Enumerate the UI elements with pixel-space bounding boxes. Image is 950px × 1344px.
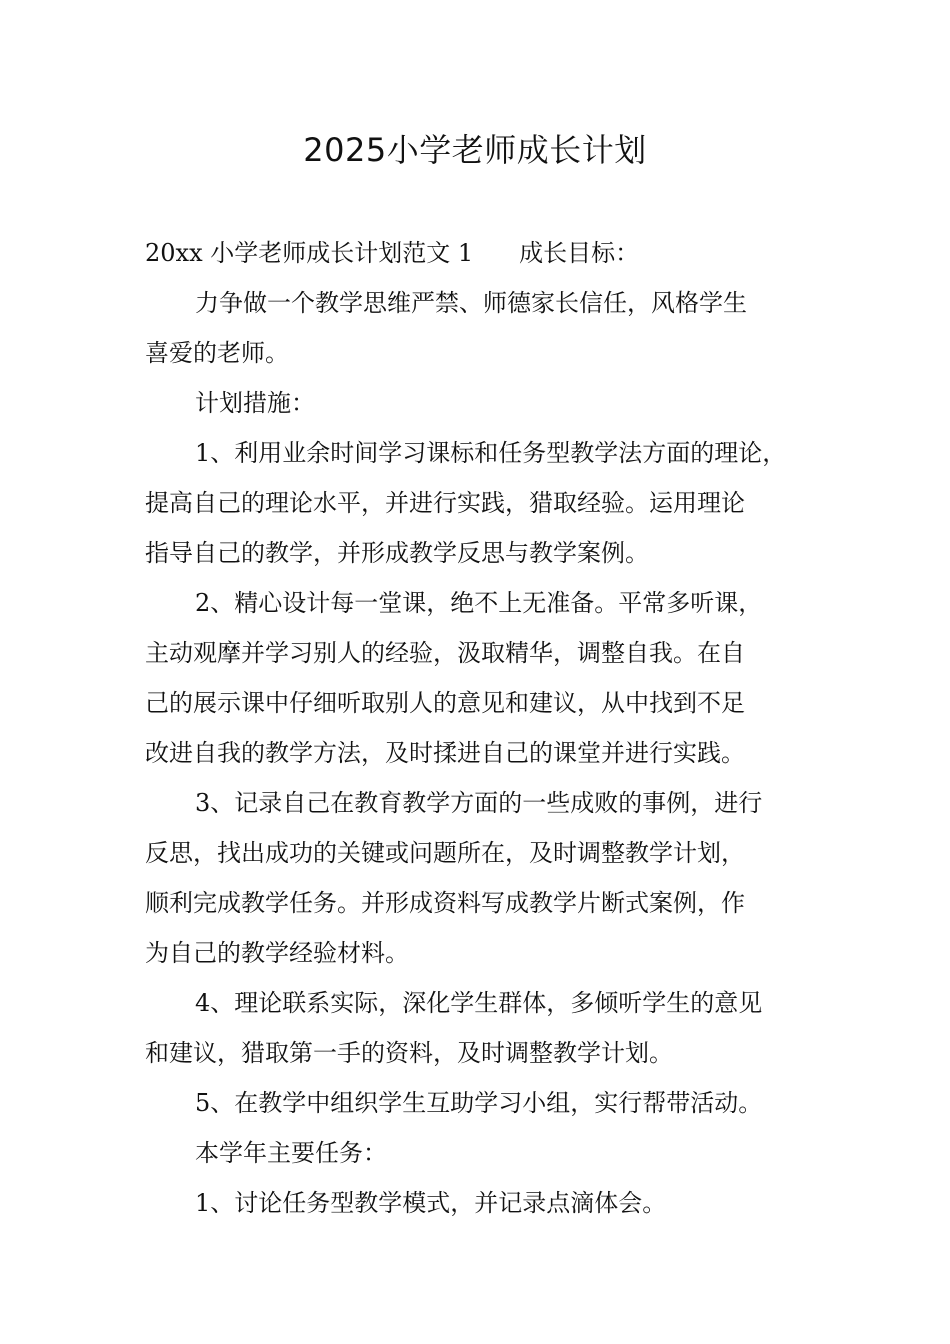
text-line: 计划措施：: [195, 389, 315, 417]
text-line: 和建议，猎取第一手的资料，及时调整教学计划。: [145, 1039, 673, 1067]
text-line: 主动观摩并学习别人的经验，汲取精华，调整自我。在自: [145, 639, 745, 667]
goal-label: 成长目标：: [519, 239, 640, 267]
text-line: 喜爱的老师。: [145, 339, 289, 367]
text-line: 力争做一个教学思维严禁、师德家长信任，风格学生: [195, 289, 747, 317]
document-body: [145, 228, 810, 1228]
text-line: 改进自我的教学方法，及时揉进自己的课堂并进行实践。: [145, 739, 745, 767]
document-title: 2025小学老师成长计划: [303, 131, 647, 169]
text-line: 指导自己的教学，并形成教学反思与教学案例。: [145, 539, 649, 567]
text-line: 3、记录自己在教育教学方面的一些成败的事例，进行: [195, 789, 763, 817]
text-line: 顺利完成教学任务。并形成资料写成教学片断式案例，作: [145, 889, 745, 917]
text-line: 1、讨论任务型教学模式，并记录点滴体会。: [195, 1189, 667, 1217]
text-line: 2、精心设计每一堂课，绝不上无准备。平常多听课，: [195, 589, 763, 617]
text-line: 反思，找出成功的关键或问题所在，及时调整教学计划，: [145, 839, 745, 867]
text-line: 提高自己的理论水平，并进行实践，猎取经验。运用理论: [145, 489, 745, 517]
text-line: 己的展示课中仔细听取别人的意见和建议，从中找到不足: [145, 689, 745, 717]
text-line: 本学年主要任务：: [195, 1139, 387, 1167]
paragraph-lines: [145, 278, 810, 1228]
text-line: 1、利用业余时间学习课标和任务型教学法方面的理论，: [195, 439, 787, 467]
section-heading: 20xx 小学老师成长计划范文 1: [145, 239, 474, 267]
text-line: 4、理论联系实际，深化学生群体，多倾听学生的意见: [195, 989, 763, 1017]
text-line: 为自己的教学经验材料。: [145, 939, 409, 967]
text-line: 5、在教学中组织学生互助学习小组，实行帮带活动。: [195, 1089, 763, 1117]
first-line: [145, 228, 810, 278]
